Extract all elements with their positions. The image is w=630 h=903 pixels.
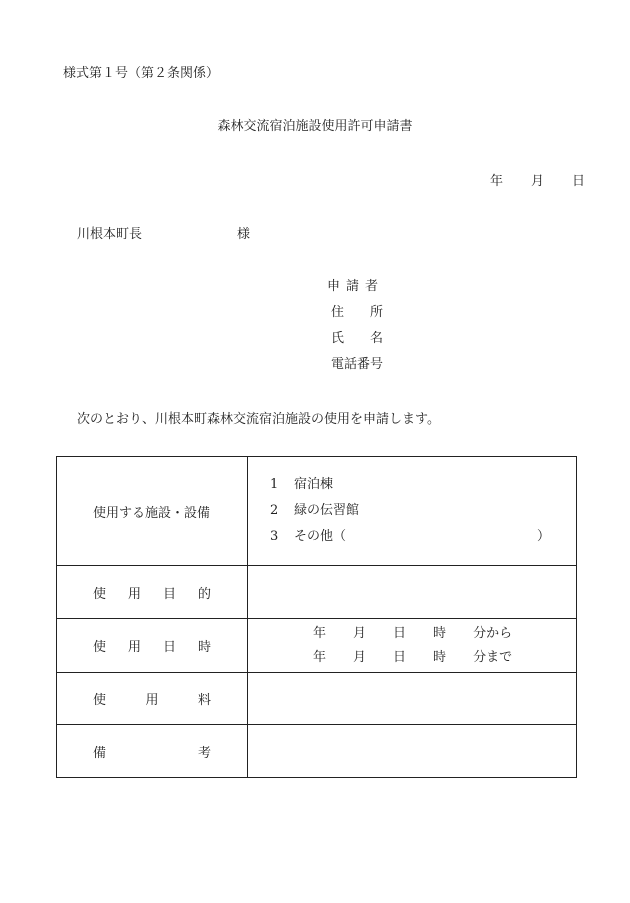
application-date	[490, 174, 585, 190]
facility-option-3[interactable]: 3 その他（ ）	[270, 529, 550, 544]
purpose-field[interactable]	[248, 566, 577, 619]
application-statement: 次のとおり、川根本町森林交流宿泊施設の使用を申請します。	[77, 412, 440, 427]
remarks-field[interactable]	[248, 725, 577, 778]
remarks-label: 備 考	[93, 745, 211, 761]
datetime-end-row[interactable]: 年 月 日 時 分まで	[313, 649, 513, 665]
table-row-fee	[57, 673, 577, 725]
facility-option-2[interactable]: 2 緑の伝習館	[270, 503, 360, 518]
form-number: 様式第１号（第２条関係）	[63, 66, 220, 81]
table-row-datetime	[57, 619, 577, 673]
purpose-label: 使 用 目 的	[93, 586, 211, 602]
table-row-remarks	[57, 725, 577, 778]
date-month-label: 月	[531, 174, 545, 189]
applicant-header: 申 請 者	[327, 279, 379, 294]
datetime-label: 使 用 日 時	[93, 640, 211, 655]
document-title: 森林交流宿泊施設使用許可申請書	[217, 119, 413, 134]
application-table	[56, 456, 577, 778]
facility-options-cell[interactable]	[248, 457, 577, 566]
applicant-block	[327, 279, 407, 383]
fee-field[interactable]	[248, 673, 577, 725]
datetime-start-row[interactable]: 年 月 日 時 分から	[313, 625, 513, 641]
fee-label: 使 用 料	[93, 693, 211, 708]
addressee-honorific: 様	[237, 227, 251, 242]
applicant-name-label: 氏 名	[331, 331, 384, 346]
date-day-label: 日	[572, 174, 586, 189]
table-row-purpose	[57, 566, 577, 619]
addressee-name: 川根本町長	[77, 227, 143, 242]
facility-label: 使用する施設・設備	[93, 505, 211, 521]
applicant-address-label: 住 所	[331, 305, 384, 320]
facility-option-1[interactable]: 1 宿泊棟	[270, 477, 334, 492]
applicant-phone-label: 電話番号	[331, 357, 384, 372]
date-year-label: 年	[490, 174, 504, 189]
datetime-field[interactable]	[248, 619, 577, 673]
table-row-facility	[57, 457, 577, 566]
